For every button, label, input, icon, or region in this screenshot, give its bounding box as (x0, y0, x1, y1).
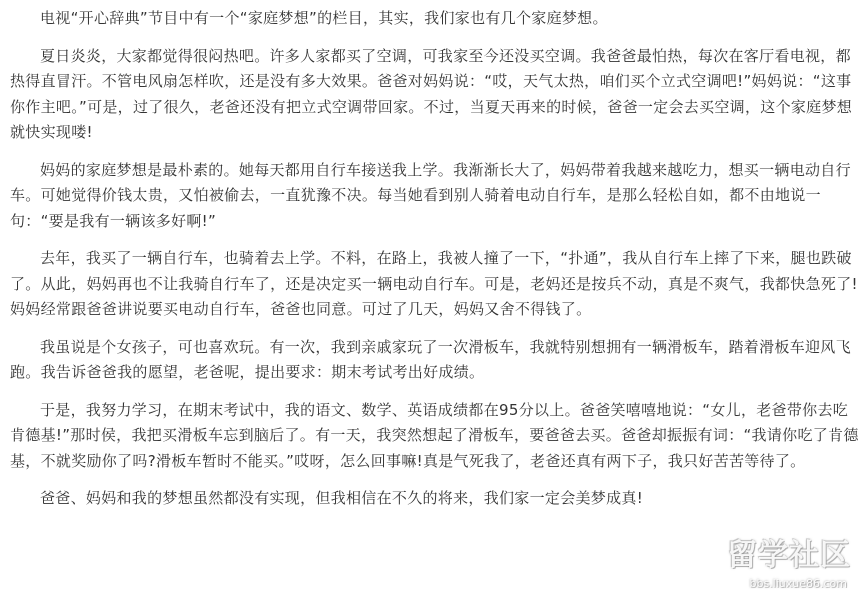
paragraph-air-conditioner: 夏日炎炎，大家都觉得很闷热吧。许多人家都买了空调，可我家至今还没买空调。我爸爸最怕热，每次在客厅看电视，都热得直冒汗。不管电风扇怎样吹，还是没有多大效果。爸爸对妈妈说：“哎，天气太热，咱们买个立式空调吧!”妈妈说：“这事你作主吧。”可是，过了很久，老爸还没有把立式空调带回家。不过，当夏天再来的时候，爸爸一定会去买空调，这个家庭梦想就快实现喽! (10, 46, 853, 141)
paragraph-bike-accident: 去年，我买了一辆自行车，也骑着去上学。不料，在路上，我被人撞了一下，“扑通”，我从自行车上摔了下来，腿也跌破了。从此，妈妈再也不让我骑自行车了，还是决定买一辆电动自行车。可是，老妈还是按兵不动，真是不爽气，我都快急死了!妈妈经常跟爸爸讲说要买电动自行车，爸爸也同意。可过了几天，妈妈又舍不得钱了。 (10, 249, 858, 318)
site-watermark (701, 530, 851, 592)
watermark-url: bbs.liuxue86.com (749, 577, 847, 590)
watermark-logo: 留学社区 (727, 538, 851, 573)
paragraph-conclusion: 爸爸、妈妈和我的梦想虽然都没有实现，但我相信在不久的将来，我们家一定会美梦成真! (40, 489, 644, 507)
paragraph-intro: 电视“开心辞典”节目中有一个“家庭梦想”的栏目，其实，我们家也有几个家庭梦想。 (40, 9, 608, 27)
paragraph-electric-bike: 妈妈的家庭梦想是最朴素的。她每天都用自行车接送我上学。我渐渐长大了，妈妈带着我越来越吃力，想买一辆电动自行车。可她觉得价钱太贵，又怕被偷去，一直犹豫不决。每当她看到别人骑着电动自行车，是那么轻松自如，都不由地说一句：“要是我有一辆该多好啊!” (10, 160, 851, 230)
article-body (10, 6, 860, 524)
paragraph-exam-reward: 于是，我努力学习，在期末考试中，我的语文、数学、英语成绩都在95分以上。爸爸笑嘻嘻地说：“女儿，老爸带你去吃肯德基!”那时侯，我把买滑板车忘到脑后了。有一天，我突然想起了滑板车，要爸爸去买。爸爸却振振有词：“我请你吃了肯德基，不就奖励你了吗?滑板车暂时不能买。”哎呀，怎么回事嘛!真是气死我了，老爸还真有两下子，我只好苦苦等待了。 (10, 400, 859, 470)
paragraph-scooter-wish: 我虽说是个女孩子，可也喜欢玩。有一次，我到亲戚家玩了一次滑板车，我就特别想拥有一辆滑板车，踏着滑板车迎风飞跑。我告诉爸爸我的愿望，老爸呢，提出要求：期末考试考出好成绩。 (10, 337, 851, 381)
